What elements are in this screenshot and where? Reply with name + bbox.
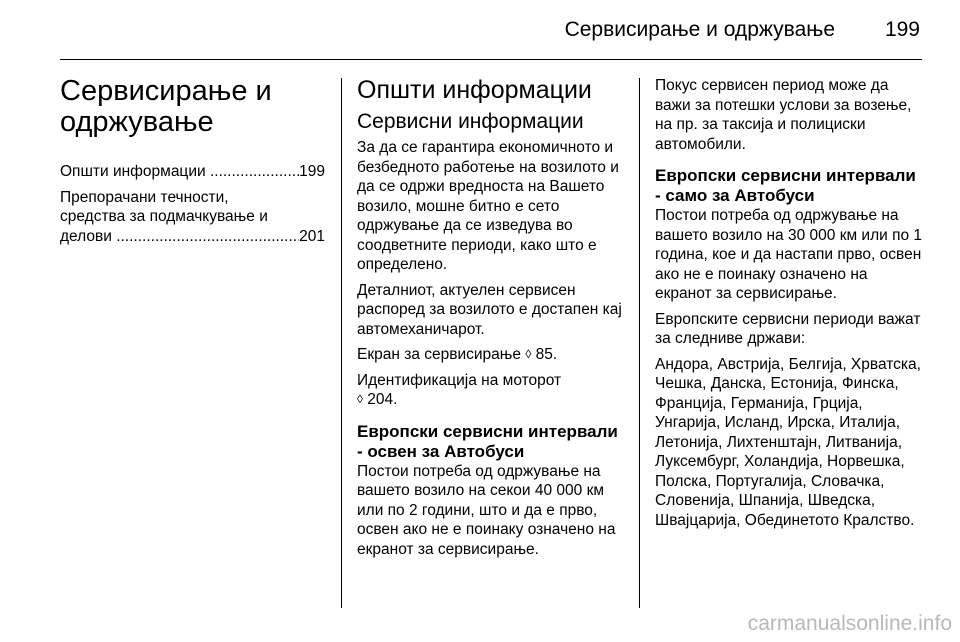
page-number: 199 (884, 18, 920, 41)
page-reference-icon: ◊ (357, 392, 363, 406)
paragraph: Постои потреба од одржување на вашето возило на секои 40 000 км или по 2 години, што и да е прво, освен ако не е поинаку означено на екранот за сервисирање. (357, 462, 616, 558)
toc-page: 199 (299, 163, 325, 180)
header-divider (60, 59, 922, 60)
paragraph: Постои потреба од одржување на вашето возило на 30 000 км или по 1 година, кое и да настапи прво, освен ако не е поинаку означено на екранот за сервисирање. (655, 207, 923, 302)
watermark: carmanualsonline.info (747, 612, 952, 635)
content-column-3 (655, 76, 925, 536)
reference-page: 85. (535, 346, 558, 363)
country-list: Андора, Австрија, Белгија, Хрватска, Чешка, Данска, Естонија, Финска, Франција, Германија, Грција, Унгарија, Исланд, Ирска, Италија, Летонија, Лихтенштајн, Литванија, Луксембург, Холандија, Норвешка, Полска, Португалија, Словачка, Словенија, Шпанија, Шведска, Швајцарија, Обединетото Кралство. (655, 355, 921, 529)
toc-label: Општи информации (60, 163, 206, 180)
cross-reference[interactable] (357, 345, 625, 365)
running-header-title: Сервисирање и одржување (564, 18, 835, 41)
subsection-title: Сервисни информации (357, 110, 584, 133)
toc-page: 201 (299, 227, 325, 245)
toc-leader (206, 162, 299, 182)
toc-column (60, 76, 325, 252)
toc-label-line: средства за подмачкување и (60, 208, 268, 225)
page-reference-icon: ◊ (525, 347, 532, 361)
toc-leader (112, 227, 299, 247)
reference-page: 204. (367, 391, 398, 408)
reference-text: Идентификација на моторот (357, 371, 562, 389)
column-divider-1 (341, 78, 342, 608)
subheading: Европски сервисни интервали - само за Автобуси (655, 166, 916, 205)
section-title: Општи информации (357, 76, 592, 104)
paragraph: Покус сервисен период може да важи за потешки услови за возење, на пр. за таксија и полициски автомобили. (655, 77, 912, 153)
toc-entry-general[interactable] (60, 162, 325, 182)
toc-entry-fluids[interactable] (60, 188, 325, 247)
cross-reference[interactable] (357, 371, 625, 410)
content-column-2 (357, 76, 625, 565)
reference-text: Екран за сервисирање (357, 346, 522, 363)
toc-label-line: делови (60, 227, 112, 245)
paragraph: Европските сервисни периоди важат за следниве држави: (655, 310, 921, 347)
column-divider-2 (639, 78, 640, 608)
subheading: Европски сервисни интервали - освен за Автобуси (357, 421, 618, 461)
toc-label-line: Препорачани течности, (60, 188, 229, 206)
paragraph: За да се гарантира економичното и безбедното работење на возилото и да се одржи вредноста на Вашето возило, мошне битно е сето одржување да се изведува во соодветните периоди, како што е определено. (357, 139, 619, 273)
chapter-title: Сервисирање и одржување (60, 75, 272, 138)
paragraph: Деталниот, актуелен сервисен распоред за возилото е достапен кај автомеханичарот. (357, 281, 622, 338)
